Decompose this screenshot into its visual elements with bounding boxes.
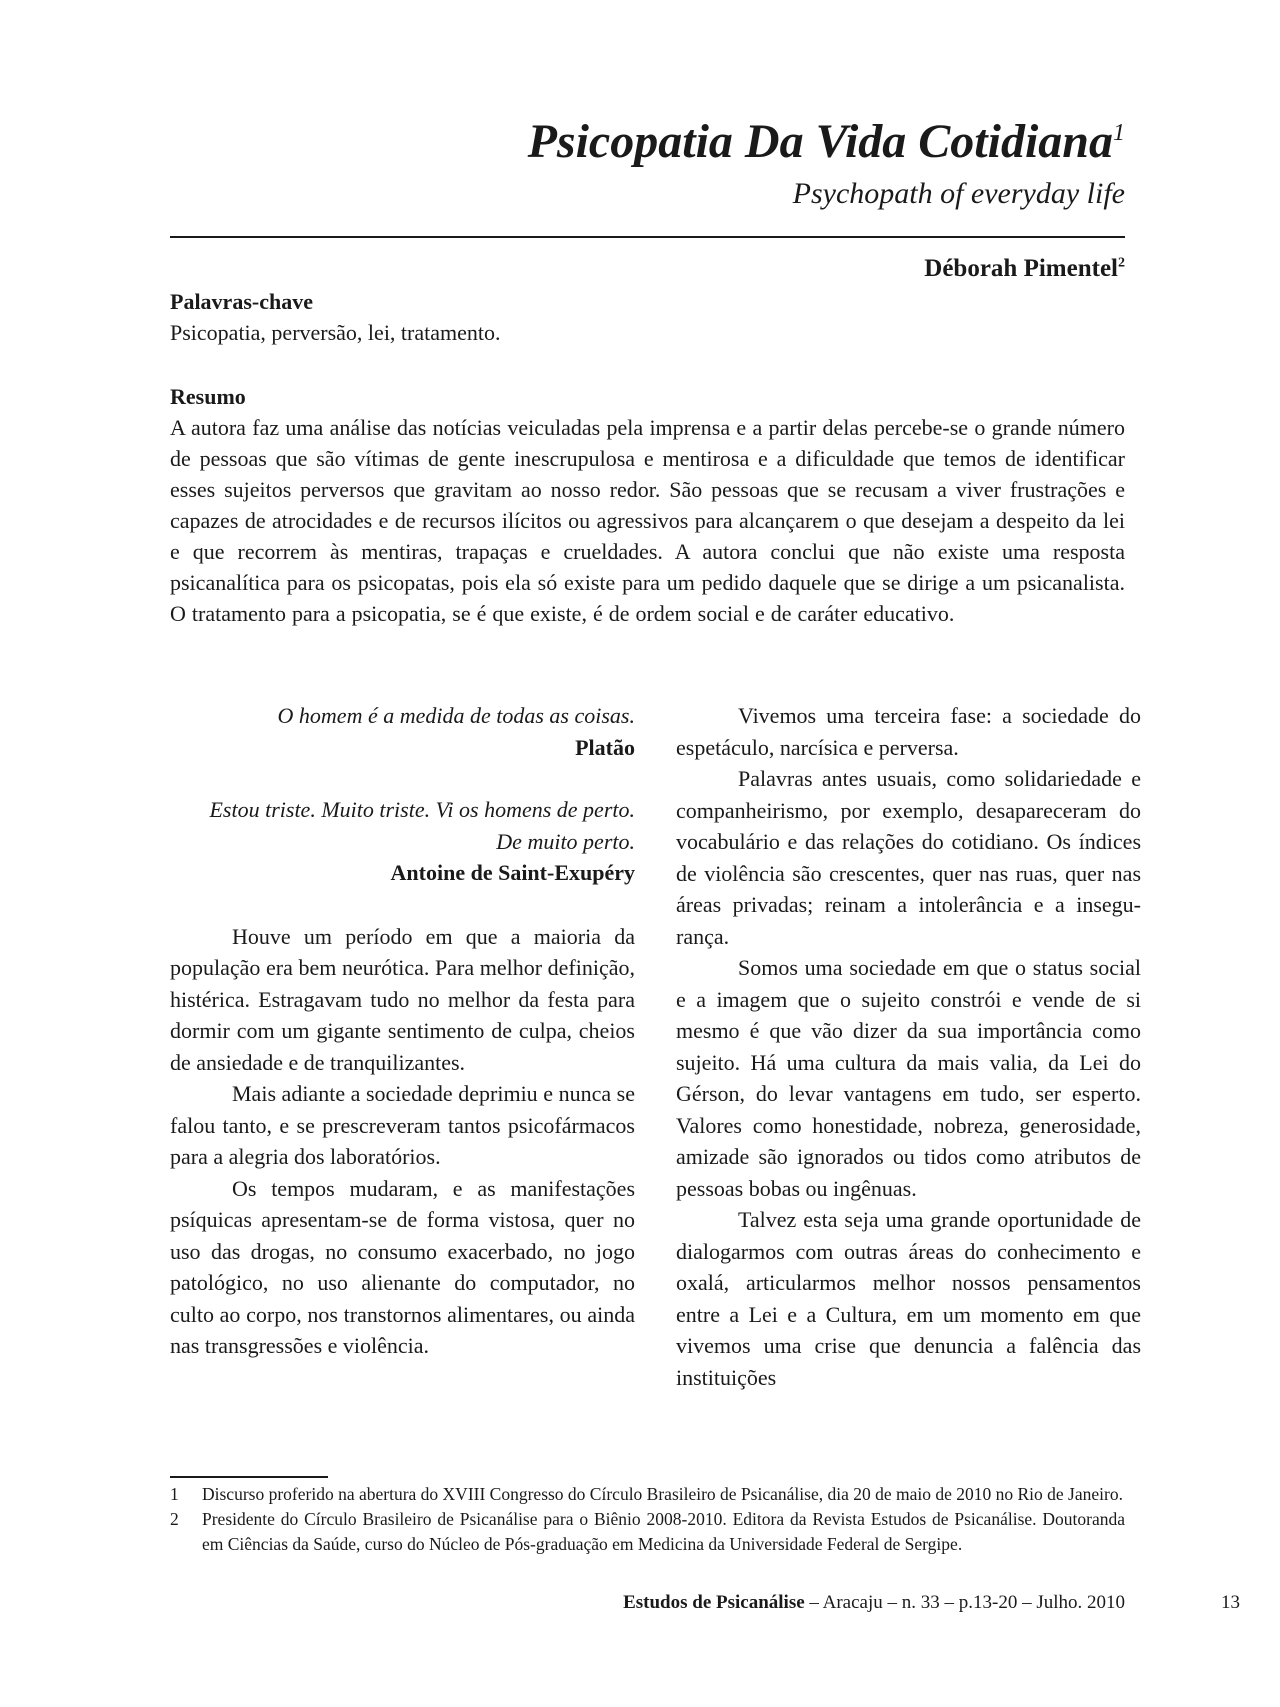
article-subtitle: Psychopath of everyday life [792,177,1125,210]
footnote-text: Discurso proferido na abertura do XVIII Congresso do Círculo Brasileiro de Psicanálise, dia 20 de maio de 2010 no Rio de Janeiro. [202,1484,1123,1504]
body-text-left [170,921,635,1362]
footnote-number: 2 [170,1509,179,1529]
body-column-left [170,700,635,1362]
title-footnote-marker[interactable]: 1 [1113,120,1125,146]
footnote-item [170,1482,1125,1507]
footnotes [170,1482,1125,1557]
epigraph [170,794,635,889]
body-paragraph: Palavras antes usuais, como solidariedade e companheirismo, por exemplo, desapareceram do vocabulário e das relações do cotidiano. Os índices de violência são crescentes, quer nas ruas, quer nas áreas privadas; reinam a intolerância e a insegurança. [676,766,1141,949]
footnote-text: Presidente do Círculo Brasileiro de Psicanálise para o Biênio 2008-2010. Editora da Revista Estudos de Psicanálise. Doutoranda em Ciências da Saúde, curso do Núcleo de Pós-graduação em Medicina da Universidade Federal de Sergipe. [202,1509,1125,1554]
author-footnote-marker[interactable]: 2 [1118,255,1125,271]
footnote-number: 1 [170,1484,179,1504]
epigraph [170,700,635,763]
keywords-section [170,286,1125,348]
body-paragraph: Os tempos mudaram, e as manifestações psíquicas apresentam-se de forma vistosa, quer no uso das drogas, no consumo exacerbado, no jogo patológico, no uso alienante do computador, no culto ao corpo, nos transtornos alimentares, ou ainda nas transgressões e violência. [170,1175,635,1358]
keywords-heading: Palavras-chave [170,289,313,314]
author-line [170,253,1125,285]
author-name: Déborah Pimentel [924,255,1118,282]
abstract-text: A autora faz uma análise das notícias veiculadas pela imprensa e a partir delas percebe-se o grande número de pessoas que são vítimas de gente inescrupulosa e mentirosa e a dificuldade que temos de identificar esses sujeitos perversos que gravitam ao nosso redor. São pessoas que se recusam a viver frustrações e capazes de atrocidades e de recursos ilícitos ou agressivos para alcançarem o que desejam a despeito da lei e que recorrem às mentiras, trapaças e crueldades. A autora conclui que não existe uma resposta psicanalítica para os psicopatas, pois ela só existe para um pedido daquele que se dirige a um psicanalista. O tratamento para a psicopatia, se é que existe, é de ordem social e de caráter educativo. [170,415,1125,626]
body-column-right [676,700,1141,1393]
body-paragraph: Mais adiante a sociedade deprimiu e nunca se falou tanto, e se prescreveram tantos psicofármacos para a alegria dos laboratórios. [170,1081,635,1169]
page-number: 13 [1221,1592,1240,1613]
article-title [170,112,1125,172]
abstract-heading: Resumo [170,384,246,409]
epigraph-source: Platão [575,734,635,760]
abstract-section [170,381,1125,629]
journal-name: Estudos de Psicanálise [623,1592,805,1613]
title-divider [170,236,1125,238]
epigraph-quote: O homem é a medida de todas as coisas. [277,703,635,728]
epigraph-source: Antoine de Saint-Exupéry [390,860,635,885]
keywords-text: Psicopatia, perversão, lei, tratamento. [170,320,501,345]
footnote-divider [170,1476,328,1478]
body-paragraph: Somos uma sociedade em que o status social e a imagem que o sujeito constrói e vende de si mesmo é que vão dizer da sua importância como sujeito. Há uma cultura da mais valia, da Lei do Gérson, do levar vantagens em tudo, ser esperto. Valores como honestidade, nobreza, generosidade, amizade são ignorados ou tidos como atributos de pessoas bobas ou ingênuas. [676,955,1141,1201]
body-paragraph: Houve um período em que a maioria da população era bem neurótica. Para melhor definição, histérica. Estragavam tudo no melhor da festa para dormir com um gigante sentimento de culpa, cheios de ansiedade e de tranquilizantes. [170,923,635,1075]
body-paragraph: Talvez esta seja uma grande oportunidade de dialogarmos com outras áreas do conhecimento e oxalá, articularmos melhor nossos pensamentos entre a Lei e a Cultura, em um momento em que vivemos uma crise que denuncia a falência das instituições [676,1207,1141,1390]
article-title-text: Psicopatia Da Vida Cotidiana [527,115,1113,168]
journal-citation: – Aracaju – n. 33 – p.13-20 – Julho. 2010 [804,1592,1125,1613]
footnote-item [170,1507,1125,1557]
running-footer [170,1590,1125,1616]
epigraph-quote: Estou triste. Muito triste. Vi os homens de perto. De muito perto. [209,797,635,854]
body-paragraph: Vivemos uma terceira fase: a sociedade do espetáculo, narcísica e perversa. [676,703,1141,760]
title-block [170,112,1125,212]
